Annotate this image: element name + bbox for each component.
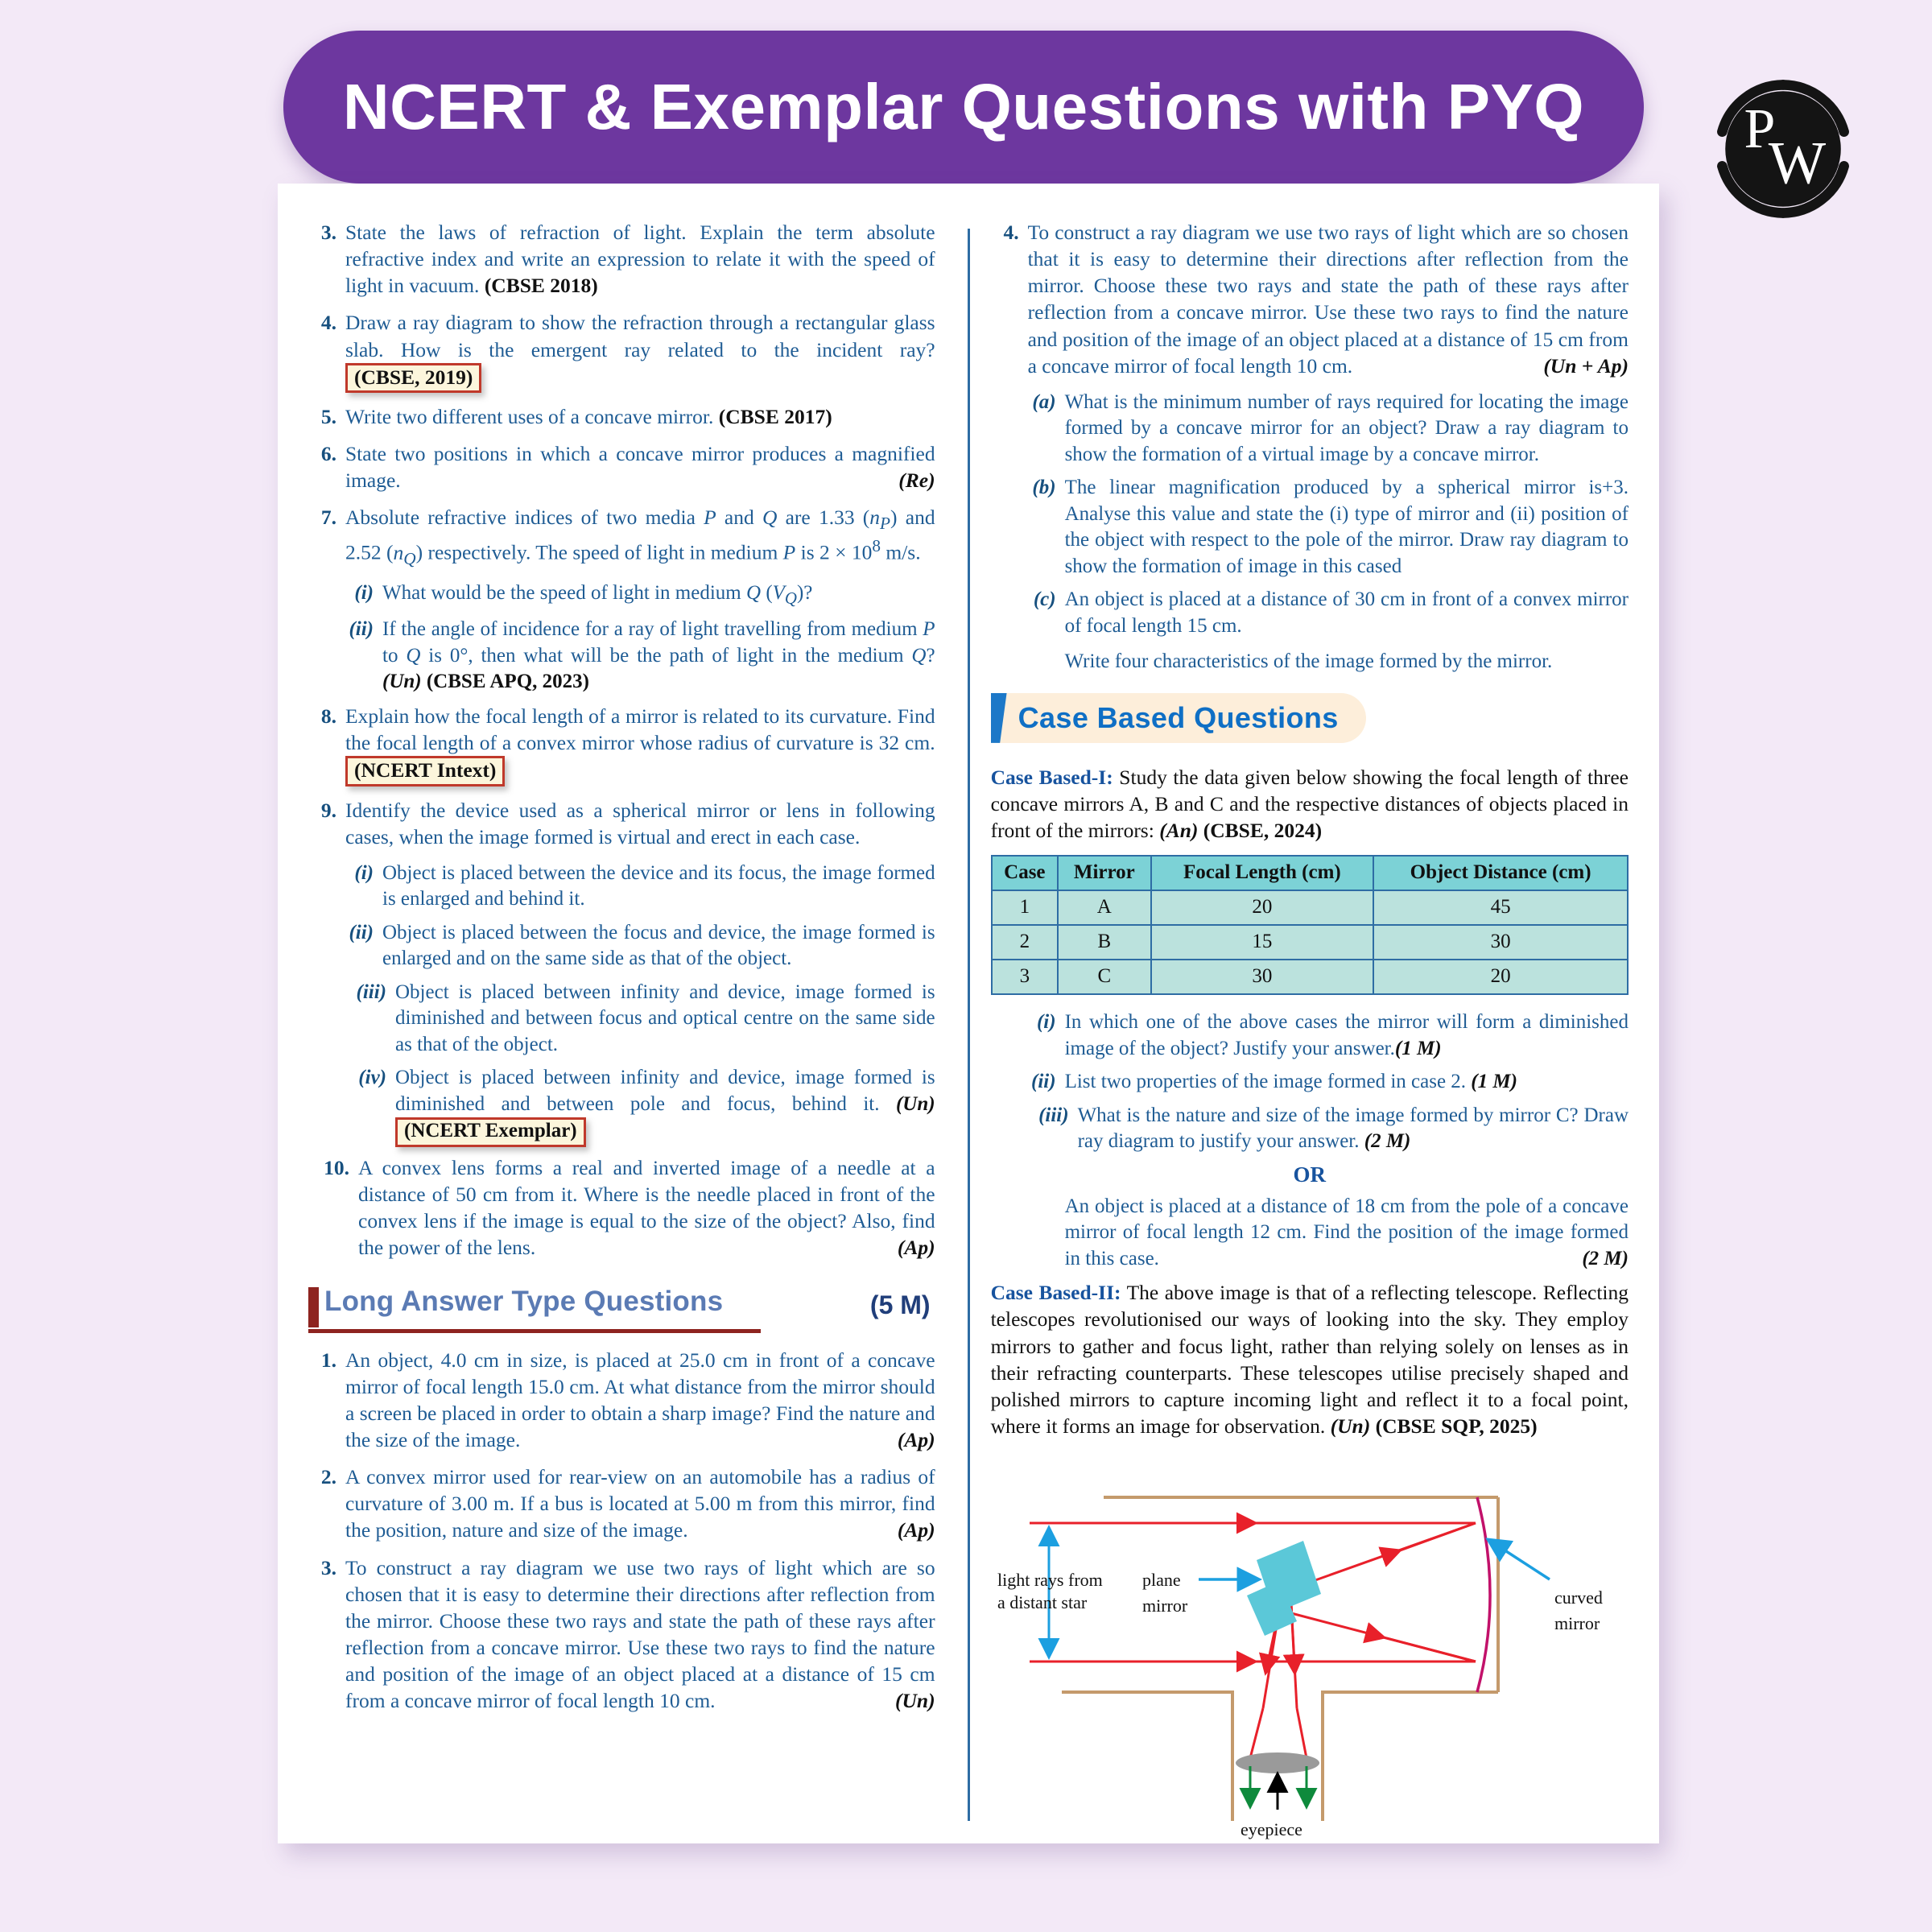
sub-question-label: (b) — [1032, 477, 1056, 499]
pw-logo-letter-p: P — [1744, 98, 1776, 161]
question-body: A convex mirror used for rear-view on an automobile has a radius of curvature of 3.00 m. If a bus is located at 5.00 m from this mirror, find the position, nature and size of the image. — [345, 1465, 935, 1542]
q7-part-c: are 1.33 ( — [777, 506, 870, 530]
sub-question-item — [345, 1065, 935, 1147]
table-header-row — [992, 856, 1628, 890]
question-number: 10. — [324, 1156, 349, 1180]
q7-part-g: m/s. — [881, 540, 921, 564]
question-text — [345, 703, 935, 786]
cell-case: 3 — [992, 960, 1059, 994]
question-source: (CBSE, 2024) — [1203, 819, 1323, 843]
question-text — [345, 1463, 935, 1543]
question-number: 3. — [320, 221, 336, 244]
question-text: Absolute refractive indices of two media P and Q are 1.33 $(n_P)$ and 2.52 $(n_Q)$ respectively. The speed of light in medium P is $2 \times 10^8$ m/s. — [345, 506, 935, 568]
question-source: (CBSE 2017) — [718, 405, 832, 429]
left-column — [308, 219, 953, 1827]
curved-mirror-shape — [1477, 1497, 1490, 1692]
question-text — [345, 440, 935, 493]
pw-logo-letter-w: W — [1768, 130, 1827, 197]
question-item — [308, 1463, 935, 1543]
or-question-body: An object is placed at a distance of 18 cm from the pole of a concave mirror of focal length 12 cm. Find the position of the image formed in this case. — [1064, 1195, 1629, 1269]
sub-question-item — [345, 580, 935, 609]
sub-question-body: Object is placed between infinity and device, image formed is diminished and between pole and focus, behind it. — [395, 1067, 935, 1115]
sub-question-text: Object is placed between infinity and device, image formed is diminished and between focus and optical centre on the same side as that of the object. — [395, 980, 935, 1055]
pw-logo-icon — [1705, 71, 1861, 227]
sub-question-text — [1078, 1103, 1629, 1155]
question-item — [308, 219, 935, 299]
sub-question-text: Object is placed between the focus and device, the image formed is enlarged and on the same side as that of the object. — [382, 921, 935, 970]
column-divider — [968, 229, 970, 1821]
case-body: The above image is that of a reflecting telescope. Reflecting telescopes revolutionised our ways of looking into the sky. They employ mirrors to gather and focus light, rather than relying solely on lenses as in their refracting counterparts. These telescopes utilise precisely shaped and polished mirrors to capture incoming light and reflect it to a focal point, where it forms an image for observation. — [990, 1281, 1629, 1438]
cell-object-distance: 30 — [1373, 925, 1628, 960]
sub-question-text: If the angle of incidence for a ray of light travelling from medium P to Q is 0°, then what will be the path of light in the medium Q? (Un) (CBSE APQ, 2023) — [382, 618, 935, 693]
sub-question-item — [1028, 587, 1629, 675]
question-number: 4. — [1003, 221, 1019, 244]
q7-part-f: is 2 × 10 — [795, 540, 873, 564]
long-answer-section-header — [308, 1286, 935, 1331]
sub-question-text — [1065, 587, 1629, 675]
sub-question-body-2: Write four characteristics of the image formed by the mirror. — [1064, 650, 1553, 673]
question-text — [345, 309, 935, 393]
plane-mirror-shape — [1247, 1541, 1321, 1636]
question-body: To construct a ray diagram we use two rays of light which are so chosen that it is easy to determine their directions after reflection from the mirror. Choose these two rays and state the path of these rays after reflection from a concave mirror. Use these two rays to find the nature and position of the image of an object placed at a distance of 15 cm from a concave mirror of focal length 10 cm. — [1027, 221, 1629, 378]
question-number: 7. — [320, 506, 336, 530]
header-banner — [283, 31, 1644, 184]
q7-part-a: Absolute refractive indices of two media — [345, 506, 704, 530]
cell-mirror: B — [1058, 925, 1150, 960]
sub-question-label: (i) — [354, 582, 374, 605]
pw-logo — [1705, 71, 1861, 227]
case-lead-label: Case Based-I: — [990, 765, 1113, 789]
right-column — [985, 219, 1629, 1840]
q7-part-b: and — [716, 506, 762, 530]
question-source: (CBSE SQP, 2025) — [1375, 1414, 1538, 1438]
question-item — [991, 219, 1629, 379]
question-body: Draw a ray diagram to show the refraction through a rectangular glass slab. How is the emergent ray related to the incident ray? — [345, 311, 935, 361]
sub-question-item — [1028, 1069, 1629, 1096]
question-text — [345, 1347, 935, 1454]
cell-focal-length: 15 — [1151, 925, 1374, 960]
skill-tag: (Un) — [1330, 1414, 1371, 1438]
question-text — [1028, 219, 1629, 379]
marks-tag: (2 M) — [1364, 1130, 1411, 1153]
sub-question-item — [1028, 390, 1629, 469]
label-curved-mirror-line1: curved — [1554, 1587, 1603, 1608]
or-question-item — [1028, 1194, 1629, 1273]
skill-tag: (Re) — [898, 469, 935, 493]
sub-question-text: Object is placed between the device and its focus, the image formed is enlarged and behind it. — [382, 861, 935, 910]
question-body: State the laws of refraction of light. Explain the term absolute refractive index and write an expression to relate it with the speed of light in vacuum. — [345, 221, 935, 298]
question-item — [308, 403, 935, 430]
sub-question-label: (i) — [354, 861, 374, 884]
question-number: 1. — [320, 1348, 336, 1372]
label-plane-mirror-line1: plane — [1141, 1570, 1181, 1591]
cell-case: 2 — [992, 925, 1059, 960]
source-highlight-tag: (CBSE, 2019) — [345, 363, 481, 393]
cell-object-distance: 20 — [1373, 960, 1628, 994]
table-header-mirror: Mirror — [1058, 856, 1150, 890]
or-spacer — [1028, 1194, 1065, 1273]
skill-tag: (Un) — [895, 1092, 935, 1115]
sub-question-item — [345, 980, 935, 1059]
question-number: 5. — [320, 405, 336, 429]
sub-question-label: (iii) — [1038, 1104, 1069, 1126]
question-text — [345, 403, 935, 430]
question-number: 8. — [320, 704, 336, 728]
question-text — [358, 1154, 935, 1261]
sub-question-label: (c) — [1033, 588, 1056, 611]
question-number: 9. — [320, 798, 336, 822]
q7-part-d: ) and 2.52 ( — [345, 506, 935, 564]
question-item — [308, 1154, 935, 1261]
cell-focal-length: 30 — [1151, 960, 1374, 994]
question-body: A convex lens forms a real and inverted image of a needle at a distance of 50 cm from it. Where is the needle placed in front of the convex lens if the image is equal to the size of the object? Also, find the power of the lens. — [358, 1156, 935, 1260]
cell-object-distance: 45 — [1373, 890, 1628, 925]
sub-question-text — [395, 1065, 935, 1147]
table-row — [992, 960, 1628, 994]
section-marks: (5 M) — [869, 1290, 931, 1319]
question-item — [308, 797, 935, 850]
sub-question-label: (ii) — [349, 618, 374, 641]
skill-tag: (Un) — [382, 671, 422, 693]
sub-question-item — [345, 617, 935, 696]
sub-question-body: List two properties of the image formed in case 2. — [1064, 1071, 1467, 1093]
skill-tag: (An) — [1159, 819, 1199, 843]
skill-tag: (Un + Ap) — [1543, 353, 1629, 378]
sub-question-label: (ii) — [349, 921, 374, 943]
skill-tag: (Ap) — [897, 1518, 935, 1542]
cell-focal-length: 20 — [1151, 890, 1374, 925]
question-body: An object, 4.0 cm in size, is placed at 25.0 cm in front of a concave mirror of focal length 15.0 cm. At what distance from the mirror should a screen be placed in order to obtain a sharp image? Find the nature and the size of the image. — [345, 1348, 935, 1452]
label-eyepiece: eyepiece — [1240, 1819, 1302, 1840]
sub-question-label: (iv) — [358, 1067, 386, 1089]
question-item — [308, 504, 935, 570]
table-row — [992, 925, 1628, 960]
section-pill — [991, 693, 1366, 743]
content-page — [278, 184, 1659, 1843]
skill-tag: (Ap) — [897, 1428, 935, 1452]
question-source: (CBSE APQ, 2023) — [426, 671, 589, 693]
question-item — [308, 1554, 935, 1715]
question-number: 3. — [320, 1555, 336, 1579]
question-body: Explain how the focal length of a mirror is related to its curvature. Find the focal length of a convex mirror whose radius of curvature is 32 cm. — [345, 704, 935, 755]
marks-tag: (2 M) — [1582, 1247, 1629, 1269]
or-separator: OR — [1293, 1162, 1327, 1187]
case-body: Study the data given below showing the focal length of three concave mirrors A, B and C and the respective distances of objects placed in front of the mirrors: — [990, 765, 1629, 843]
cell-mirror: C — [1058, 960, 1150, 994]
sub-question-label: (a) — [1032, 390, 1056, 413]
sub-question-body: What is the nature and size of the image formed by mirror C? Draw ray diagram to justify your answer. — [1077, 1104, 1629, 1153]
table-header-object-distance: Object Distance (cm) — [1373, 856, 1628, 890]
section-underline — [308, 1329, 761, 1333]
sub-question-text: What would be the speed of light in medium Q $(V_Q)$? — [382, 582, 813, 609]
cell-mirror: A — [1058, 890, 1150, 925]
sub-question-item — [345, 920, 935, 972]
section-title: Long Answer Type Questions — [324, 1285, 724, 1317]
sub-question-text — [1065, 1069, 1629, 1096]
question-body: Write two different uses of a concave mirror. — [345, 405, 714, 429]
skill-tag: (Ap) — [897, 1236, 935, 1260]
sub-question-text: The linear magnification produced by a spherical mirror is+3. Analyse this value and state the (i) type of mirror and (ii) position of the object with respect to the pole of the mirror. Draw ray diagram to show the formation of image in this cased — [1064, 477, 1629, 577]
incoming-light-rays — [1030, 1523, 1476, 1662]
section-title: Case Based Questions — [1018, 700, 1339, 734]
question-item — [308, 440, 935, 493]
question-body: To construct a ray diagram we use two rays of light which are so chosen that it is easy to determine their directions after reflection from the mirror. Choose these two rays and state the path of these rays after reflection from a concave mirror. Use these two rays to find the nature and position of the image of an object placed at a distance of 15 cm from a concave mirror of focal length 10 cm. — [345, 1555, 935, 1713]
sub-question-body: In which one of the above cases the mirror will form a diminished image of the object? Justify your answer. — [1064, 1011, 1629, 1059]
question-item — [308, 703, 935, 786]
case-based-2-paragraph — [991, 1279, 1629, 1439]
skill-tag: (Un) — [894, 1689, 935, 1713]
source-highlight-tag: (NCERT Exemplar) — [395, 1117, 586, 1147]
question-number: 6. — [320, 442, 336, 466]
sub-question-item — [345, 861, 935, 913]
or-question-text — [1065, 1194, 1629, 1273]
question-source: (CBSE 2018) — [484, 274, 598, 298]
question-number: 2. — [320, 1465, 336, 1489]
q7-part-e: ) respectively. The speed of light in medium — [415, 540, 783, 564]
telescope-diagram-svg — [991, 1451, 1627, 1840]
question-number: 4. — [320, 311, 336, 335]
mirror-data-table — [991, 855, 1629, 995]
question-text — [345, 219, 935, 299]
reflecting-telescope-diagram — [991, 1451, 1629, 1840]
table-header-focal-length: Focal Length (cm) — [1151, 856, 1374, 890]
label-light-rays-line2: a distant star — [997, 1592, 1087, 1613]
sub-question-label: (ii) — [1031, 1071, 1056, 1093]
sub-question-body: An object is placed at a distance of 30 cm in front of a convex mirror of focal length 15 cm. — [1064, 588, 1629, 637]
cell-case: 1 — [992, 890, 1059, 925]
sub-question-item — [1028, 475, 1629, 580]
question-text — [345, 1554, 935, 1715]
sub-question-text: What is the minimum number of rays required for locating the image formed by a concave mirror for an object? Draw a ray diagram to show the formation of a virtual image by a concave mirror. — [1064, 390, 1629, 465]
sub-question-item — [1028, 1103, 1629, 1155]
table-row — [992, 890, 1628, 925]
source-highlight-tag: (NCERT Intext) — [345, 756, 505, 786]
question-item — [308, 309, 935, 393]
case-lead-label: Case Based-II: — [990, 1281, 1121, 1305]
marks-tag: (1 M) — [1471, 1071, 1517, 1093]
sub-question-item — [1028, 1009, 1629, 1062]
label-curved-mirror-line2: mirror — [1554, 1613, 1600, 1634]
sub-question-label: (i) — [1036, 1011, 1056, 1034]
sub-question-label: (iii) — [356, 980, 386, 1003]
question-text: Identify the device used as a spherical mirror or lens in following cases, when the image formed is virtual and erect in each case. — [345, 798, 935, 848]
section-accent-bar — [308, 1287, 319, 1327]
marks-tag: (1 M) — [1394, 1037, 1442, 1059]
sub-question-text — [1065, 1009, 1629, 1062]
question-item — [308, 1347, 935, 1454]
page-title: NCERT & Exemplar Questions with PYQ — [342, 71, 1585, 142]
table-header-case: Case — [992, 856, 1059, 890]
question-body: State two positions in which a concave mirror produces a magnified image. — [345, 442, 935, 493]
label-plane-mirror-line2: mirror — [1141, 1596, 1187, 1616]
case-based-1-paragraph — [991, 764, 1629, 844]
label-light-rays-line1: light rays from — [997, 1570, 1103, 1591]
case-based-section-header — [991, 693, 1629, 748]
